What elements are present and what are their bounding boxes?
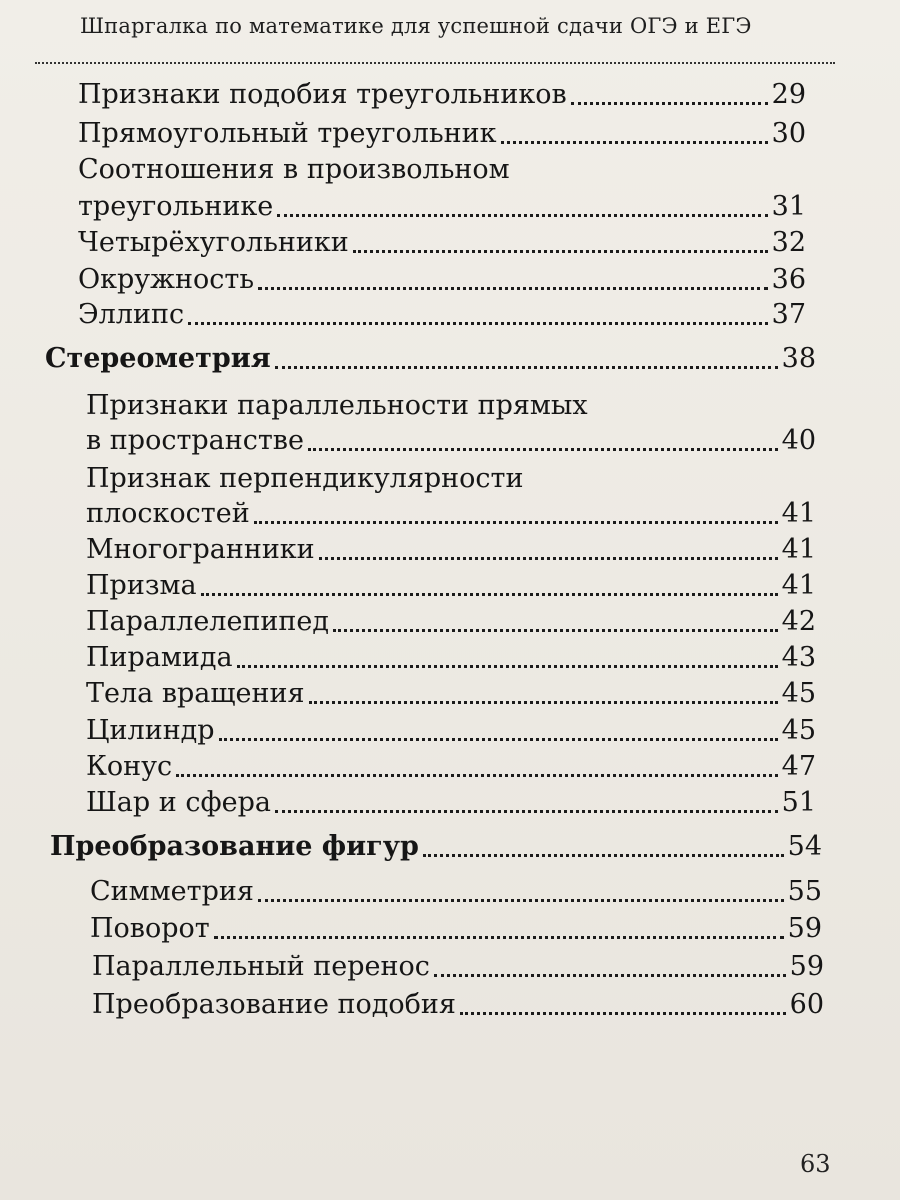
dot-leader bbox=[275, 810, 778, 813]
dot-leader bbox=[333, 629, 778, 632]
toc-entry-title: в пространстве bbox=[86, 425, 304, 456]
toc-entry-page: 45 bbox=[781, 715, 816, 746]
toc-entry[interactable] bbox=[78, 117, 806, 151]
dot-leader bbox=[309, 701, 778, 704]
toc-entry-title: Параллелепипед bbox=[86, 606, 330, 637]
toc-entry-page: 60 bbox=[789, 989, 824, 1020]
page-number: 63 bbox=[800, 1150, 831, 1178]
toc-entry-page: 43 bbox=[781, 642, 816, 673]
toc-entry-line1 bbox=[86, 462, 816, 496]
dot-leader bbox=[188, 322, 768, 325]
dot-leader bbox=[423, 854, 784, 857]
toc-entry[interactable] bbox=[78, 78, 806, 112]
dot-leader bbox=[258, 899, 784, 902]
toc-entry-page: 41 bbox=[781, 498, 816, 529]
toc-entry-line1 bbox=[86, 389, 816, 423]
toc-entry-title: Поворот bbox=[90, 913, 210, 944]
toc-entry[interactable] bbox=[78, 190, 806, 224]
dot-leader bbox=[237, 665, 778, 668]
toc-entry-page: 41 bbox=[781, 534, 816, 565]
dot-leader bbox=[434, 974, 786, 977]
toc-entry-page: 55 bbox=[787, 876, 822, 907]
toc-entry-title: Цилиндр bbox=[86, 715, 215, 746]
toc-entry-title: Параллельный перенос bbox=[92, 951, 430, 982]
toc-entry[interactable] bbox=[78, 226, 806, 260]
dot-leader bbox=[254, 521, 778, 524]
toc-entry-title: плоскостей bbox=[86, 498, 250, 529]
toc-entry[interactable] bbox=[86, 750, 816, 784]
toc-entry-title: Многогранники bbox=[86, 534, 315, 565]
toc-entry-page: 37 bbox=[771, 299, 806, 330]
toc-entry-page: 31 bbox=[771, 191, 806, 222]
toc-entry[interactable] bbox=[78, 298, 806, 332]
toc-entry[interactable] bbox=[86, 605, 816, 639]
dot-leader bbox=[201, 593, 778, 596]
toc-entry[interactable] bbox=[86, 533, 816, 567]
dot-leader bbox=[275, 366, 778, 369]
dot-leader bbox=[353, 250, 768, 253]
toc-entry-page: 36 bbox=[771, 264, 806, 295]
toc-entry-page: 42 bbox=[781, 606, 816, 637]
dot-leader bbox=[460, 1012, 786, 1015]
toc-entry[interactable] bbox=[86, 714, 816, 748]
toc-entry-title: Четырёхугольники bbox=[78, 227, 349, 258]
toc-entry-page: 59 bbox=[787, 913, 822, 944]
dot-leader bbox=[308, 448, 778, 451]
toc-entry[interactable] bbox=[92, 988, 824, 1022]
toc-entry-title-line1: Признаки параллельности прямых bbox=[86, 390, 588, 421]
toc-section-title: Преобразование фигур bbox=[50, 831, 419, 862]
dot-leader bbox=[571, 102, 768, 105]
dot-leader bbox=[277, 214, 767, 217]
running-header: Шпаргалка по математике для успешной сдачи ОГЭ и ЕГЭ bbox=[80, 14, 752, 38]
toc-entry[interactable] bbox=[86, 569, 816, 603]
toc-entry-title: треугольнике bbox=[78, 191, 274, 222]
toc-entry-page: 41 bbox=[781, 570, 816, 601]
toc-entry-page: 45 bbox=[781, 678, 816, 709]
toc-entry-page: 47 bbox=[781, 751, 816, 782]
toc-entry[interactable] bbox=[86, 497, 816, 531]
toc-entry-title: Призма bbox=[86, 570, 197, 601]
toc-entry-title: Симметрия bbox=[90, 876, 254, 907]
toc-entry-title: Признаки подобия треугольников bbox=[78, 79, 567, 110]
toc-entry-title: Прямоугольный треугольник bbox=[78, 118, 497, 149]
toc-entry[interactable] bbox=[92, 950, 824, 984]
toc-entry-page: 40 bbox=[781, 425, 816, 456]
toc-entry-title: Эллипс bbox=[78, 299, 185, 330]
dot-leader bbox=[214, 936, 784, 939]
toc-entry[interactable] bbox=[86, 641, 816, 675]
dot-leader bbox=[319, 557, 778, 560]
toc-entry-page: 32 bbox=[771, 227, 806, 258]
toc-section-title: Стереометрия bbox=[45, 343, 271, 374]
toc-entry-title: Конус bbox=[86, 751, 173, 782]
toc-entry-title-line1: Соотношения в произвольном bbox=[78, 154, 510, 185]
toc-section[interactable] bbox=[50, 830, 822, 864]
toc-entry-title: Окружность bbox=[78, 264, 255, 295]
toc-entry-title: Тела вращения bbox=[86, 678, 305, 709]
header-dotted-rule bbox=[35, 62, 835, 64]
toc-entry[interactable] bbox=[86, 677, 816, 711]
toc-entry-page: 30 bbox=[771, 118, 806, 149]
toc-section-page: 54 bbox=[787, 831, 822, 862]
dot-leader bbox=[176, 774, 777, 777]
toc-entry[interactable] bbox=[90, 875, 822, 909]
dot-leader bbox=[258, 287, 768, 290]
toc-entry-title: Преобразование подобия bbox=[92, 989, 456, 1020]
toc-section[interactable] bbox=[45, 342, 816, 376]
toc-entry-page: 29 bbox=[771, 79, 806, 110]
toc-entry-title-line1: Признак перпендикулярности bbox=[86, 463, 524, 494]
toc-entry[interactable] bbox=[86, 786, 816, 820]
toc-entry-page: 51 bbox=[781, 787, 816, 818]
toc-entry-page: 59 bbox=[789, 951, 824, 982]
toc-entry[interactable] bbox=[86, 424, 816, 458]
dot-leader bbox=[501, 141, 768, 144]
toc-entry-title: Пирамида bbox=[86, 642, 233, 673]
toc-section-page: 38 bbox=[781, 343, 816, 374]
dot-leader bbox=[219, 738, 778, 741]
toc-entry-title: Шар и сфера bbox=[86, 787, 271, 818]
toc-entry[interactable] bbox=[90, 912, 822, 946]
toc-entry[interactable] bbox=[78, 263, 806, 297]
toc-entry-line1 bbox=[78, 153, 806, 187]
